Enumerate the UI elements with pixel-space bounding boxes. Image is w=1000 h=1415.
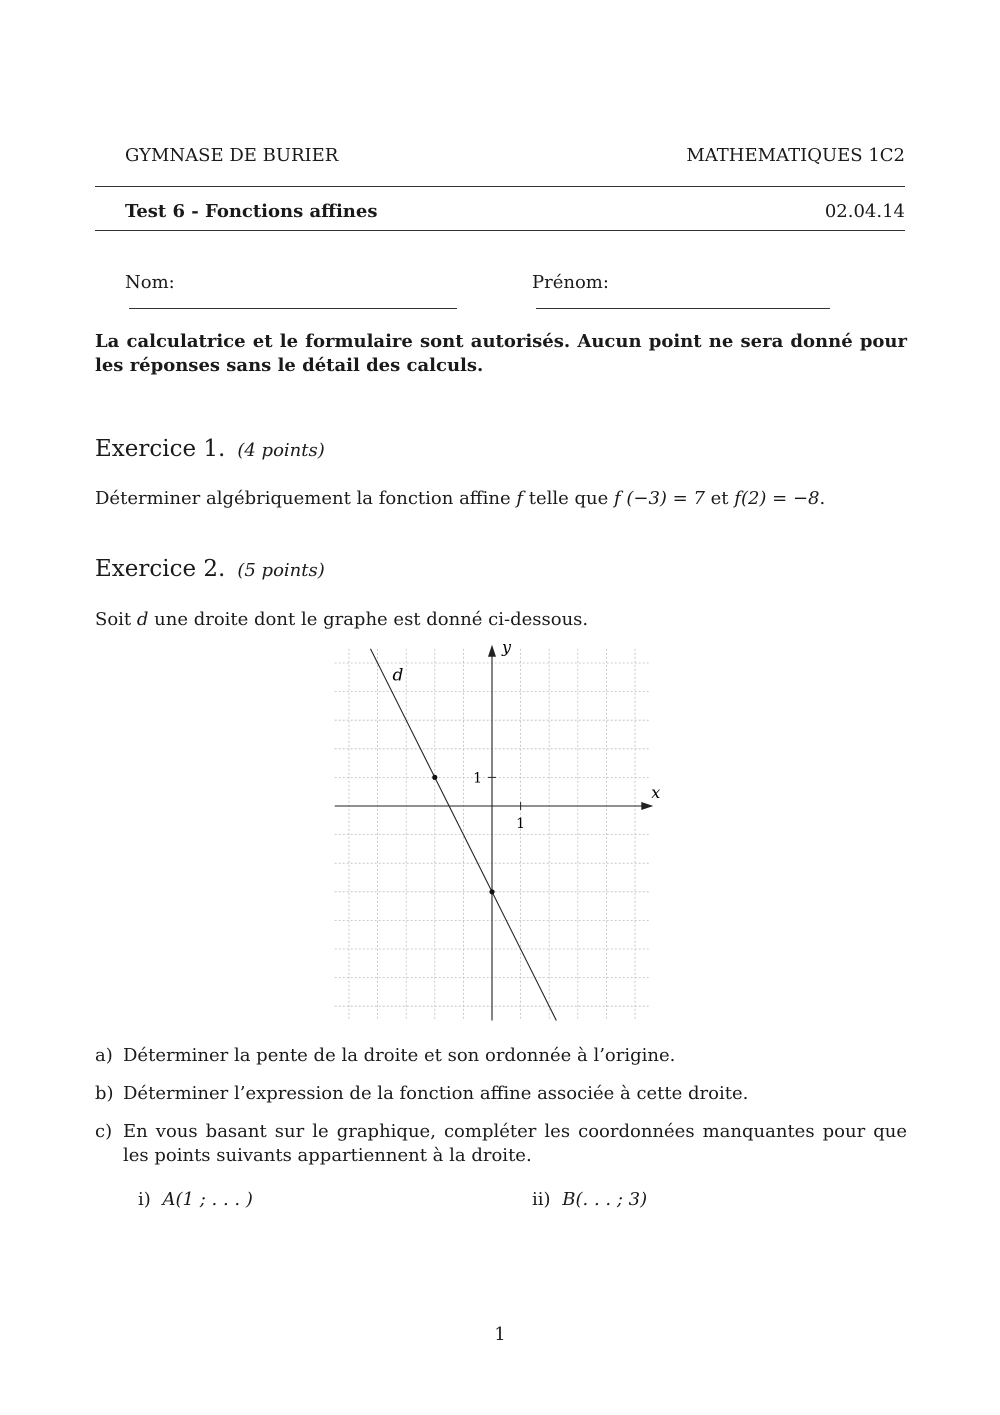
subitem-point-b: B(. . . ; 3) — [562, 1189, 648, 1210]
subitem-ii — [532, 1189, 647, 1210]
ex1-text-part: et — [704, 488, 735, 509]
ex1-condition-1: f (−3) = 7 — [613, 488, 705, 509]
exercise1-title: Exercice 1. — [95, 436, 226, 462]
question-label: b) — [95, 1083, 114, 1104]
ex1-text-part: telle que — [523, 488, 614, 509]
header-rule-bottom — [95, 230, 905, 231]
exercise1-heading — [95, 436, 325, 462]
ex1-text-part: Déterminer algébriquement la fonction affine — [95, 488, 517, 509]
exercise2-heading — [95, 556, 325, 582]
nom-field[interactable] — [125, 272, 510, 314]
page-number: 1 — [494, 1324, 506, 1345]
line-graph — [320, 640, 670, 1030]
question-a — [95, 1044, 907, 1068]
y-tick-label: 1 — [473, 770, 482, 787]
exercise2-intro — [95, 609, 588, 630]
ex1-condition-2: f(2) = −8 — [734, 488, 820, 509]
marked-point — [489, 889, 494, 894]
y-axis-label: y — [502, 640, 512, 657]
subitem-label: i) — [138, 1189, 151, 1210]
ex2-line-symbol: d — [136, 609, 149, 630]
question-c — [95, 1120, 907, 1168]
subitem-i — [138, 1189, 253, 1210]
test-date: 02.04.14 — [824, 201, 905, 222]
ex2-intro-part: une droite dont le graphe est donné ci-dessous. — [148, 609, 589, 630]
axes — [335, 640, 661, 1021]
line-d-label: d — [392, 665, 404, 686]
exercise1-statement — [95, 488, 825, 509]
course-name: MATHEMATIQUES 1C2 — [686, 145, 905, 166]
prenom-field[interactable] — [532, 272, 907, 314]
prenom-label: Prénom: — [532, 272, 609, 293]
exercise1-points: (4 points) — [237, 440, 325, 461]
ex1-function-symbol: f — [516, 488, 523, 509]
x-tick-label: 1 — [516, 816, 526, 832]
question-text: Déterminer la pente de la droite et son ordonnée à l’origine. — [123, 1045, 676, 1066]
instructions: La calculatrice et le formulaire sont autorisés. Aucun point ne sera donné pour les réponses sans le détail des calculs. — [95, 331, 907, 376]
question-b — [95, 1082, 907, 1106]
header-rule-top — [95, 186, 905, 187]
exercise2-points: (5 points) — [237, 560, 325, 581]
question-label: a) — [95, 1045, 113, 1066]
nom-blank-line — [129, 307, 457, 309]
ex2-intro-part: Soit — [95, 609, 137, 630]
x-axis-label: x — [651, 783, 661, 802]
y-axis-arrow — [488, 645, 496, 657]
question-label: c) — [95, 1121, 113, 1142]
exercise2-title: Exercice 2. — [95, 556, 226, 582]
question-text: En vous basant sur le graphique, compléter les coordonnées manquantes pour que les points suivants appartiennent à la droite. — [123, 1121, 907, 1166]
ex1-text-part: . — [819, 488, 826, 509]
school-name: GYMNASE DE BURIER — [125, 145, 339, 166]
x-axis-arrow — [641, 802, 653, 810]
question-text: Déterminer l’expression de la fonction affine associée à cette droite. — [123, 1083, 749, 1104]
test-title: Test 6 - Fonctions affines — [125, 201, 378, 222]
prenom-blank-line — [536, 307, 830, 309]
subitem-label: ii) — [532, 1189, 551, 1210]
marked-point — [432, 775, 437, 780]
nom-label: Nom: — [125, 272, 175, 293]
subitem-point-a: A(1 ; . . . ) — [162, 1189, 253, 1210]
